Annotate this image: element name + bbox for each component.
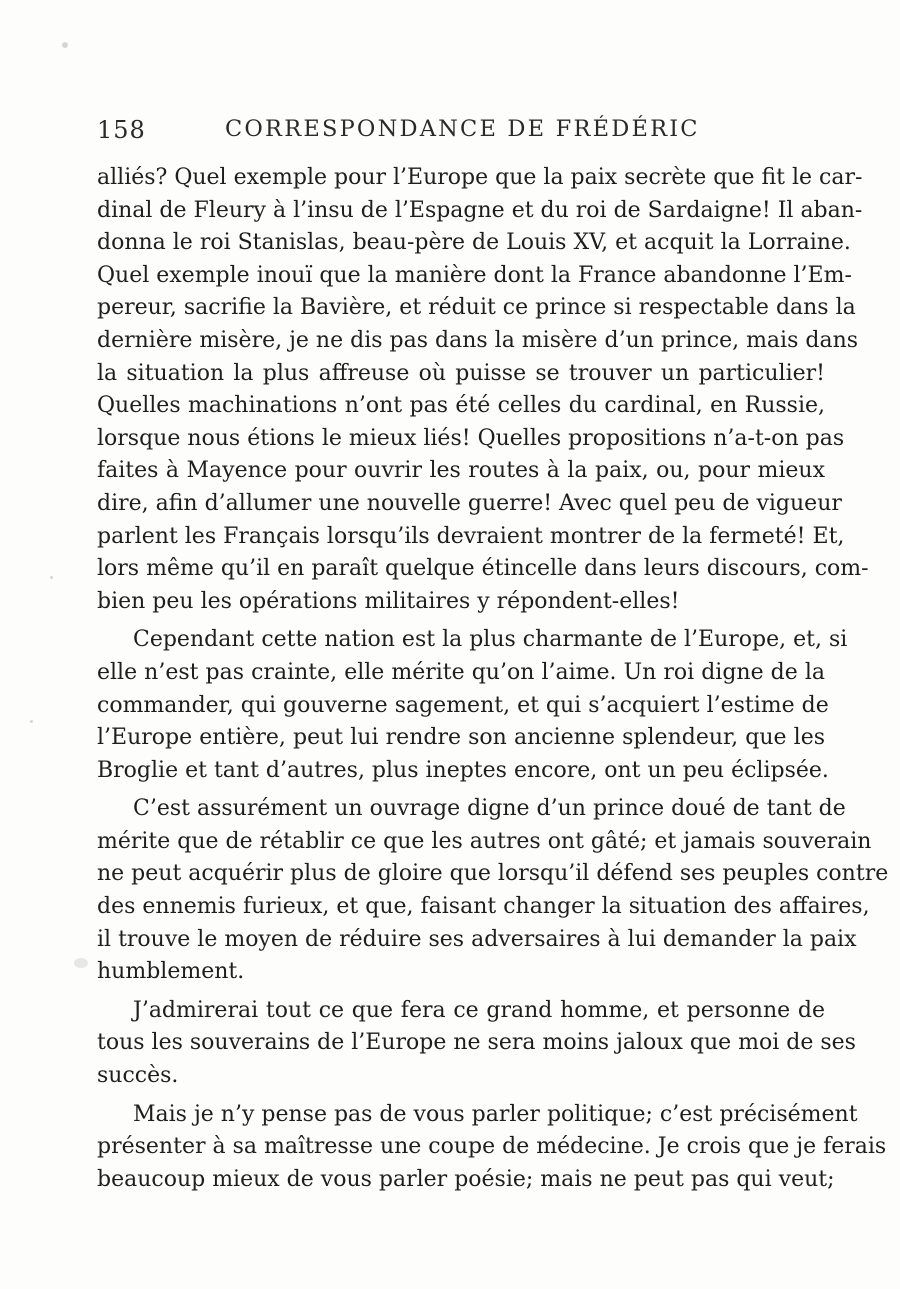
text-line: humblement. [97, 959, 245, 985]
paper-speck [30, 720, 33, 723]
text-line: C’est assurément un ouvrage digne d’un prince doué de tant de [133, 796, 846, 822]
text-line: bien peu les opérations militaires y répondent-elles! [97, 588, 680, 614]
paper-speck [74, 958, 88, 968]
paper-speck [62, 42, 68, 48]
text-line: succès. [97, 1063, 179, 1089]
text-line: elle n’est pas crainte, elle mérite qu’on l’aime. Un roi digne de la [97, 659, 825, 685]
paragraph [97, 162, 869, 618]
text-line: la situation la plus affreuse où puisse se trouver un particulier! [97, 360, 825, 386]
paragraph [97, 624, 848, 787]
text-line: dinal de Fleury à l’insu de l’Espagne et du roi de Sardaigne! Il aban- [97, 197, 863, 223]
text-line: beaucoup mieux de vous parler poésie; mais ne peut pas qui veut; [97, 1166, 835, 1192]
text-line: mérite que de rétablir ce que les autres ont gâté; et jamais souverain [97, 828, 872, 854]
text-line: ne peut acquérir plus de gloire que lorsqu’il défend ses peuples contre [97, 861, 889, 887]
running-head [97, 116, 821, 146]
text-line: des ennemis furieux, et que, faisant changer la situation des affaires, [97, 894, 870, 920]
paper-speck [50, 576, 53, 579]
text-line: commander, qui gouverne sagement, et qui s’acquiert l’estime de [97, 692, 829, 718]
text-line: lors même qu’il en paraît quelque étincelle dans leurs discours, com- [97, 556, 869, 582]
text-line: dernière misère, je ne dis pas dans la misère d’un prince, mais dans [97, 327, 859, 353]
paragraph [97, 1099, 887, 1197]
text-line: Broglie et tant d’autres, plus ineptes encore, ont un peu éclipsée. [97, 757, 829, 783]
text-line: pereur, sacrifie la Bavière, et réduit ce prince si respectable dans la [97, 295, 856, 321]
text-line: Cependant cette nation est la plus charmante de l’Europe, et, si [133, 627, 848, 653]
text-line: tous les souverains de l’Europe ne sera moins jaloux que moi de ses [97, 1030, 856, 1056]
body-text [97, 162, 889, 1196]
text-line: Quelles machinations n’ont pas été celles du cardinal, en Russie, [97, 393, 825, 419]
text-line: Mais je n’y pense pas de vous parler politique; c’est précisément [133, 1101, 858, 1127]
page-number: 158 [97, 116, 146, 144]
text-line: donna le roi Stanislas, beau-père de Louis XV, et acquit la Lorraine. [97, 230, 851, 256]
text-line: parlent les Français lorsqu’ils devraient montrer de la fermeté! Et, [97, 523, 845, 549]
text-line: l’Europe entière, peut lui rendre son ancienne splendeur, que les [97, 725, 825, 751]
text-line: lorsque nous étions le mieux liés! Quelles propositions n’a-t-on pas [97, 425, 845, 451]
text-line: J’admirerai tout ce que fera ce grand homme, et personne de [133, 997, 825, 1023]
text-line: présenter à sa maîtresse une coupe de médecine. Je crois que je ferais [97, 1134, 887, 1160]
paragraph [97, 995, 856, 1093]
text-line: dire, afin d’allumer une nouvelle guerre! Avec quel peu de vigueur [97, 490, 842, 516]
text-line: Quel exemple inouï que la manière dont la France abandonne l’Em- [97, 262, 852, 288]
text-line: faites à Mayence pour ouvrir les routes à la paix, ou, pour mieux [97, 458, 825, 484]
running-title: CORRESPONDANCE DE FRÉDÉRIC [225, 116, 700, 142]
text-line: alliés? Quel exemple pour l’Europe que la paix secrète que fit le car- [97, 165, 863, 190]
paragraph [97, 793, 889, 989]
text-line: il trouve le moyen de réduire ses adversaires à lui demander la paix [97, 926, 857, 952]
